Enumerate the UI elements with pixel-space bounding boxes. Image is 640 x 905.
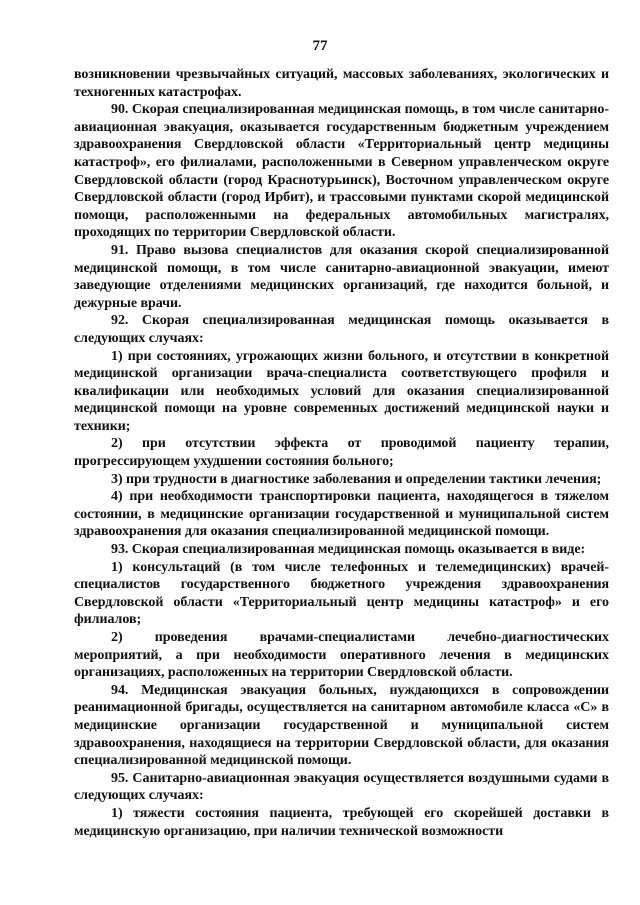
paragraph: 95. Санитарно-авиационная эвакуация осуществляется воздушными судами в следующих случаях: bbox=[74, 770, 609, 804]
list-item: 1) тяжести состояния пациента, требующей его скорейшей доставки в медицинскую организацию, при наличии технической возможности bbox=[74, 805, 609, 839]
page-number: 77 bbox=[312, 38, 328, 54]
paragraph: 94. Медицинская эвакуация больных, нуждающихся в сопровождении реанимационной бригады, осуществляется на санитарном автомобиле класса «С» в медицинские организации государственной и муниципальной систем здравоохранения, находящиеся на территории Свердловской области, для оказания специализированной медицинской помощи. bbox=[74, 682, 609, 769]
paragraph: 93. Скорая специализированная медицинская помощь оказывается в виде: bbox=[111, 542, 586, 558]
list-item: 3) при трудности в диагностике заболевания и определении тактики лечения; bbox=[111, 471, 602, 487]
list-item: 1) консультаций (в том числе телефонных и телемедицинских) врачей-специалистов государственного бюджетного учреждения здравоохранения Свердловской области «Территориальный центр медицины катастроф» и его филиалов; bbox=[74, 559, 609, 628]
list-item: 2) при отсутствии эффекта от проводимой пациенту терапии, прогрессирующем ухудшении состояния больного; bbox=[74, 436, 609, 470]
paragraph: 90. Скорая специализированная медицинская помощь, в том числе санитарно-авиационная эвакуация, оказывается государственным бюджетным учреждением здравоохранения Свердловской области «Территориальный центр медицины катастроф», его филиалами, расположенными в Северном управленческом округе Свердловской области (город Краснотурьинск), Восточном управленческом округе Свердловской области (город Ирбит), и трассовыми пунктами скорой медицинской помощи, расположенными на федеральных автомобильных магистралях, проходящих по территории Свердловской области. bbox=[74, 102, 609, 241]
paragraph: возникновении чрезвычайных ситуаций, массовых заболеваниях, экологических и техногенных катастрофах. bbox=[74, 67, 609, 100]
paragraph: 92. Скорая специализированная медицинская помощь оказывается в следующих случаях: bbox=[74, 313, 609, 346]
list-item: 1) при состояниях, угрожающих жизни больного, и отсутствии в конкретной медицинской организации врача-специалиста соответствующего профиля и квалификации или необходимых условий для оказания специализированной медицинской помощи на уровне современных достижений медицинской науки и техники; bbox=[74, 348, 609, 434]
paragraph: 91. Право вызова специалистов для оказания скорой специализированной медицинской помощи, в том числе санитарно-авиационной эвакуации, имеют заведующие отделениями медицинских организаций, где находится больной, и дежурные врачи. bbox=[74, 242, 609, 311]
list-item: 2) проведения врачами-специалистами лечебно-диагностических мероприятий, а при необходимости оперативного лечения в медицинских организациях, расположенных на территории Свердловской области. bbox=[74, 630, 609, 681]
document-body bbox=[74, 66, 609, 840]
list-item: 4) при необходимости транспортировки пациента, находящегося в тяжелом состоянии, в медицинские организации государственной и муниципальной систем здравоохранения для оказания специализированной медицинской помощи. bbox=[74, 489, 609, 540]
